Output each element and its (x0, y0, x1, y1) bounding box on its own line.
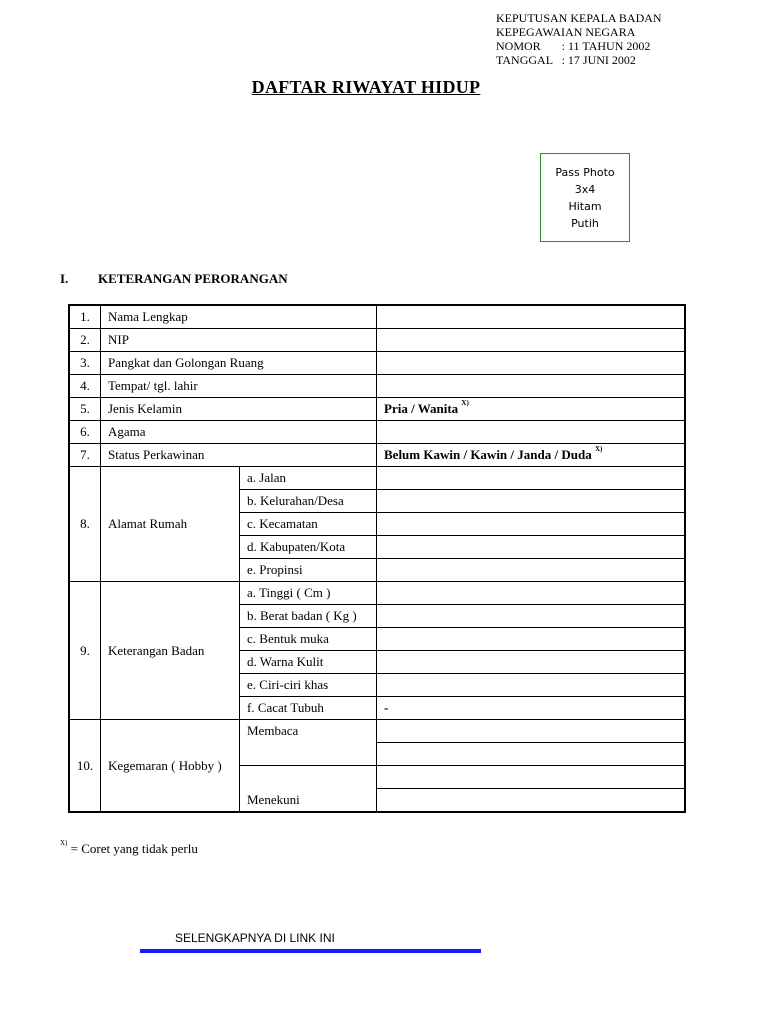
photo-label-2: 3x4 (574, 182, 596, 196)
footnote (60, 841, 198, 857)
field-jenis-kelamin[interactable] (377, 398, 686, 421)
sub-label: c. Bentuk muka (240, 628, 377, 651)
field-menekuni-1[interactable] (377, 766, 686, 789)
decree-date: TANGGAL : 17 JUNI 2002 (496, 53, 636, 67)
page-title: DAFTAR RIWAYAT HIDUP (251, 77, 481, 97)
section-label: KETERANGAN PERORANGAN (98, 271, 288, 286)
sub-label: b. Kelurahan/Desa (240, 490, 377, 513)
sub-label: a. Tinggi ( Cm ) (240, 582, 377, 605)
sub-label: c. Kecamatan (240, 513, 377, 536)
field-status-perkawinan[interactable] (377, 444, 686, 467)
table-row (69, 305, 685, 329)
row-label: Keterangan Badan (101, 582, 240, 720)
field-nip[interactable] (377, 329, 686, 352)
decree-number: NOMOR : 11 TAHUN 2002 (496, 39, 651, 53)
photo-label-3: Hitam (568, 199, 602, 213)
decree-line-1: KEPUTUSAN KEPALA BADAN (496, 11, 662, 25)
field-tempat-tgl-lahir[interactable] (377, 375, 686, 398)
field-agama[interactable] (377, 421, 686, 444)
table-row (69, 582, 685, 605)
field-kelurahan-desa[interactable] (377, 490, 686, 513)
field-berat-badan[interactable] (377, 605, 686, 628)
footnote-mark: X) (60, 839, 68, 847)
sub-label: b. Berat badan ( Kg ) (240, 605, 377, 628)
field-menekuni-2[interactable] (377, 789, 686, 813)
row-label: Kegemaran ( Hobby ) (101, 720, 240, 813)
gender-options: Pria / Wanita (384, 401, 459, 416)
row-label: Nama Lengkap (101, 305, 377, 329)
row-number: 2. (69, 329, 101, 352)
sub-label: a. Jalan (240, 467, 377, 490)
section-heading (60, 271, 288, 287)
row-label: Pangkat dan Golongan Ruang (101, 352, 377, 375)
row-number: 4. (69, 375, 101, 398)
footnote-mark: X) (594, 445, 603, 453)
sub-label: d. Kabupaten/Kota (240, 536, 377, 559)
more-link[interactable]: SELENGKAPNYA DI LINK INI (175, 931, 335, 945)
row-label: Status Perkawinan (101, 444, 377, 467)
field-tinggi[interactable] (377, 582, 686, 605)
field-nama-lengkap[interactable] (377, 305, 686, 329)
table-row (69, 421, 685, 444)
pass-photo-box (540, 153, 630, 242)
field-membaca-1[interactable] (377, 720, 686, 743)
row-number: 8. (69, 467, 101, 582)
table-row (69, 375, 685, 398)
sub-label: f. Cacat Tubuh (240, 697, 377, 720)
row-label: Tempat/ tgl. lahir (101, 375, 377, 398)
table-row (69, 444, 685, 467)
field-pangkat[interactable] (377, 352, 686, 375)
sub-label: e. Propinsi (240, 559, 377, 582)
table-row (69, 720, 685, 743)
footnote-mark: X) (461, 399, 469, 407)
personal-info-table (68, 304, 686, 813)
sub-label: Membaca (240, 720, 377, 766)
row-number: 10. (69, 720, 101, 813)
table-row (69, 398, 685, 421)
table-row (69, 329, 685, 352)
row-number: 9. (69, 582, 101, 720)
field-ciri-ciri-khas[interactable] (377, 674, 686, 697)
field-kecamatan[interactable] (377, 513, 686, 536)
photo-label-4: Putih (571, 216, 599, 230)
section-number: I. (60, 271, 69, 286)
field-cacat-tubuh[interactable]: - (377, 697, 686, 720)
marital-options: Belum Kawin / Kawin / Janda / Duda (384, 447, 592, 462)
field-kabupaten-kota[interactable] (377, 536, 686, 559)
row-label: Agama (101, 421, 377, 444)
row-label: NIP (101, 329, 377, 352)
row-number: 7. (69, 444, 101, 467)
field-bentuk-muka[interactable] (377, 628, 686, 651)
decree-header (496, 11, 662, 67)
photo-label-1: Pass Photo (555, 165, 615, 179)
row-label: Jenis Kelamin (101, 398, 377, 421)
field-jalan[interactable] (377, 467, 686, 490)
table-row (69, 467, 685, 490)
sub-label: Menekuni (240, 766, 377, 813)
table-row (69, 352, 685, 375)
decree-line-2: KEPEGAWAIAN NEGARA (496, 25, 636, 39)
row-number: 1. (69, 305, 101, 329)
link-underline (140, 949, 481, 953)
footnote-text: = Coret yang tidak perlu (67, 841, 198, 856)
field-membaca-2[interactable] (377, 743, 686, 766)
row-number: 6. (69, 421, 101, 444)
row-number: 5. (69, 398, 101, 421)
field-warna-kulit[interactable] (377, 651, 686, 674)
sub-label: d. Warna Kulit (240, 651, 377, 674)
row-number: 3. (69, 352, 101, 375)
sub-label: e. Ciri-ciri khas (240, 674, 377, 697)
row-label: Alamat Rumah (101, 467, 240, 582)
field-propinsi[interactable] (377, 559, 686, 582)
